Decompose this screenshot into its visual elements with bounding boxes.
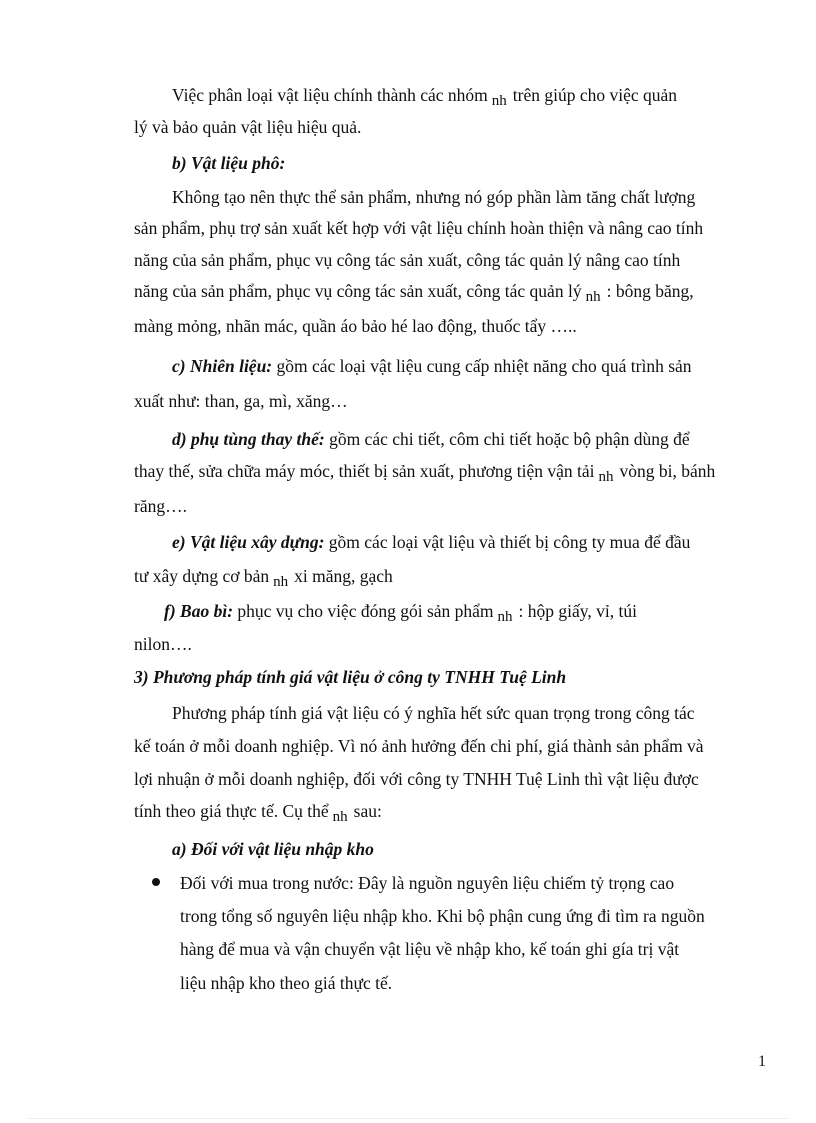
paragraph-line: màng mỏng, nhãn mác, quần áo bảo hé lao động, thuốc tẩy ….. [134, 316, 577, 336]
bullet-line: Đối với mua trong nước: Đây là nguồn nguyên liệu chiếm tỷ trọng cao [180, 873, 675, 893]
bullet-line: trong tổng số nguyên liệu nhập kho. Khi bộ phận cung ứng đi tìm ra nguồn [180, 906, 705, 926]
paragraph-line: lý và bảo quản vật liệu hiệu quả. [134, 117, 362, 137]
inline-abbrev: nh [491, 93, 507, 109]
text-run: gồm các loại vật liệu cung cấp nhiệt năng cho quá trình sản [276, 356, 692, 376]
inline-abbrev: nh [273, 574, 289, 590]
section-heading-f: f) Bao bì: [164, 601, 234, 621]
page-number: 1 [758, 1053, 766, 1070]
paragraph-line: nilon…. [134, 634, 192, 654]
paragraph-line: năng của sản phẩm, phục vụ công tác sản xuất, công tác quản lý nâng cao tính [134, 250, 681, 270]
paragraph-line [172, 531, 690, 553]
paragraph-line: sản phẩm, phụ trợ sản xuất kết hợp với vật liệu chính hoàn thiện và nâng cao tính [134, 218, 704, 238]
text-run: phục vụ cho việc đóng gói sản phẩm [237, 601, 494, 621]
section-heading-b: b) Vật liệu phô: [172, 153, 286, 173]
paragraph-line [134, 460, 715, 484]
text-run: vòng bi, bánh [619, 461, 716, 481]
text-run: : hộp giấy, vỉ, túi [518, 601, 637, 621]
section-heading-d: d) phụ tùng thay thế: [172, 429, 325, 449]
text-run: gồm các loại vật liệu và thiết bị công ty mua để đầu [328, 532, 691, 552]
text-run: : bông băng, [606, 281, 694, 301]
section-heading-3: 3) Phương pháp tính giá vật liệu ở công ty TNHH Tuệ Linh [134, 667, 567, 687]
inline-abbrev: nh [497, 609, 513, 625]
paragraph-line [172, 428, 690, 450]
text-run: trên giúp cho việc quản [512, 85, 678, 105]
inline-abbrev: nh [585, 289, 601, 305]
text-run: tư xây dựng cơ bản [134, 566, 270, 586]
paragraph-line: Phương pháp tính giá vật liệu có ý nghĩa hết sức quan trọng trong công tác [172, 703, 695, 723]
section-heading-a: a) Đối với vật liệu nhập kho [172, 839, 374, 859]
paragraph-line: kế toán ở mỗi doanh nghiệp. Vì nó ảnh hưởng đến chi phí, giá thành sản phẩm và [134, 736, 704, 756]
bullet-icon [152, 878, 160, 886]
bullet-line: liệu nhập kho theo giá thực tế. [180, 973, 393, 993]
paragraph-line: Không tạo nên thực thể sản phẩm, nhưng nó góp phần làm tăng chất lượng [172, 187, 696, 207]
paragraph-line [172, 84, 677, 108]
paragraph-line [164, 600, 637, 624]
paragraph-line [134, 565, 393, 589]
paragraph-line: răng…. [134, 496, 187, 516]
page-divider [28, 1118, 788, 1119]
section-heading-c: c) Nhiên liệu: [172, 356, 273, 376]
paragraph-line: xuất như: than, ga, mì, xăng… [134, 391, 348, 411]
paragraph-line [134, 800, 382, 824]
inline-abbrev: nh [332, 809, 348, 825]
paragraph-line [134, 280, 694, 304]
paragraph-line: lợi nhuận ở mỗi doanh nghiệp, đối với công ty TNHH Tuệ Linh thì vật liệu được [134, 769, 699, 789]
text-run: năng của sản phẩm, phục vụ công tác sản xuất, công tác quản lý [134, 281, 582, 301]
section-heading-e: e) Vật liệu xây dựng: [172, 532, 325, 552]
text-run: Việc phân loại vật liệu chính thành các nhóm [172, 85, 488, 105]
text-run: tính theo giá thực tế. Cụ thể [134, 801, 329, 821]
paragraph-line [172, 355, 692, 377]
inline-abbrev: nh [598, 469, 614, 485]
text-run: gồm các chi tiết, côm chi tiết hoặc bộ phận dùng để [329, 429, 690, 449]
text-run: sau: [353, 801, 382, 821]
bullet-line: hàng để mua và vận chuyển vật liệu về nhập kho, kế toán ghi gía trị vật [180, 939, 680, 959]
text-run: xi măng, gạch [294, 566, 393, 586]
text-run: thay thế, sửa chữa máy móc, thiết bị sản xuất, phương tiện vận tải [134, 461, 595, 481]
